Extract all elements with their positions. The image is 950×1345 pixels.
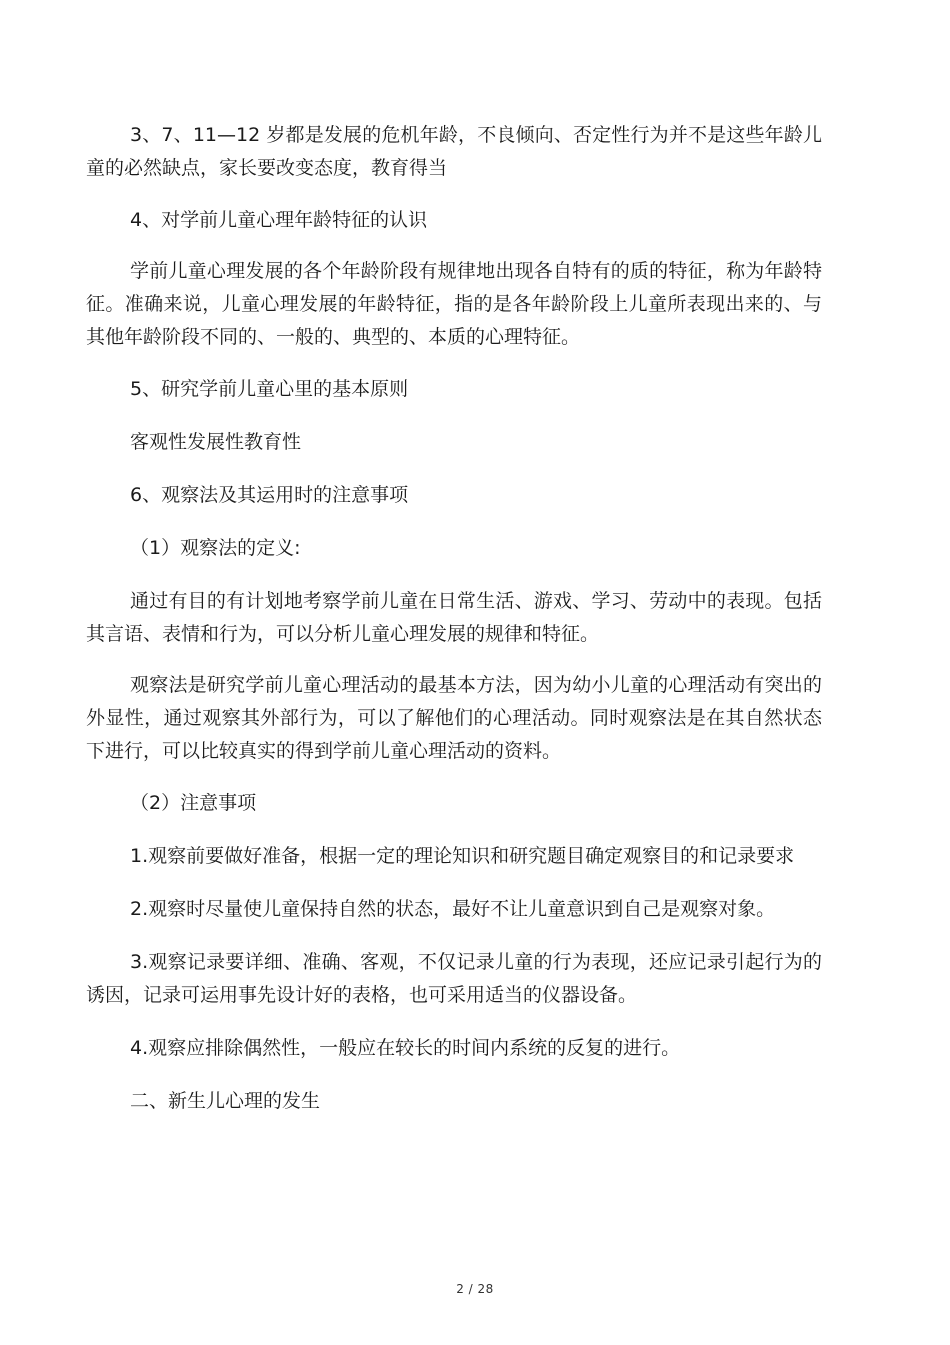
paragraph-research-principles: 客观性发展性教育性 [130,431,302,453]
paragraph-observation-definition: 通过有目的有计划地考察学前儿童在日常生活、游戏、学习、劳动中的表现。包括其言语、表情和行为，可以分析儿童心理发展的规律和特征。 [86,590,822,645]
page-body [86,119,822,1118]
list-item-precaution-3: 3.观察记录要详细、准确、客观，不仅记录儿童的行为表现，还应记录引起行为的诱因，记录可运用事先设计好的表格，也可采用适当的仪器设备。 [86,951,822,1006]
list-item-precaution-1: 1.观察前要做好准备，根据一定的理论知识和研究题目确定观察目的和记录要求 [130,845,795,867]
list-item-precaution-4: 4.观察应排除偶然性，一般应在较长的时间内系统的反复的进行。 [130,1037,681,1059]
paragraph-observation-basic-method: 观察法是研究学前儿童心理活动的最基本方法，因为幼小儿童的心理活动有突出的外显性，通过观察其外部行为，可以了解他们的心理活动。同时观察法是在其自然状态下进行，可以比较真实的得到学前儿童心理活动的资料。 [86,674,822,762]
heading-age-characteristics: 4、对学前儿童心理年龄特征的认识 [130,209,428,231]
paragraph-crisis-ages: 3、7、11—12 岁都是发展的危机年龄，不良倾向、否定性行为并不是这些年龄儿童的必然缺点，家长要改变态度，教育得当 [86,124,822,179]
list-item-precaution-2: 2.观察时尽量使儿童保持自然的状态，最好不让儿童意识到自己是观察对象。 [130,898,776,920]
heading-newborn-psychology: 二、新生儿心理的发生 [130,1090,321,1112]
subheading-precautions: （2）注意事项 [130,792,257,814]
heading-research-principles: 5、研究学前儿童心里的基本原则 [130,378,409,400]
heading-observation-method: 6、观察法及其运用时的注意事项 [130,484,409,506]
subheading-observation-definition: （1）观察法的定义: [130,537,301,559]
paragraph-age-characteristics: 学前儿童心理发展的各个年龄阶段有规律地出现各自特有的质的特征，称为年龄特征。准确来说，儿童心理发展的年龄特征，指的是各年龄阶段上儿童所表现出来的、与其他年龄阶段不同的、一般的、典型的、本质的心理特征。 [86,260,822,348]
page-number: 2 / 28 [456,1282,494,1296]
